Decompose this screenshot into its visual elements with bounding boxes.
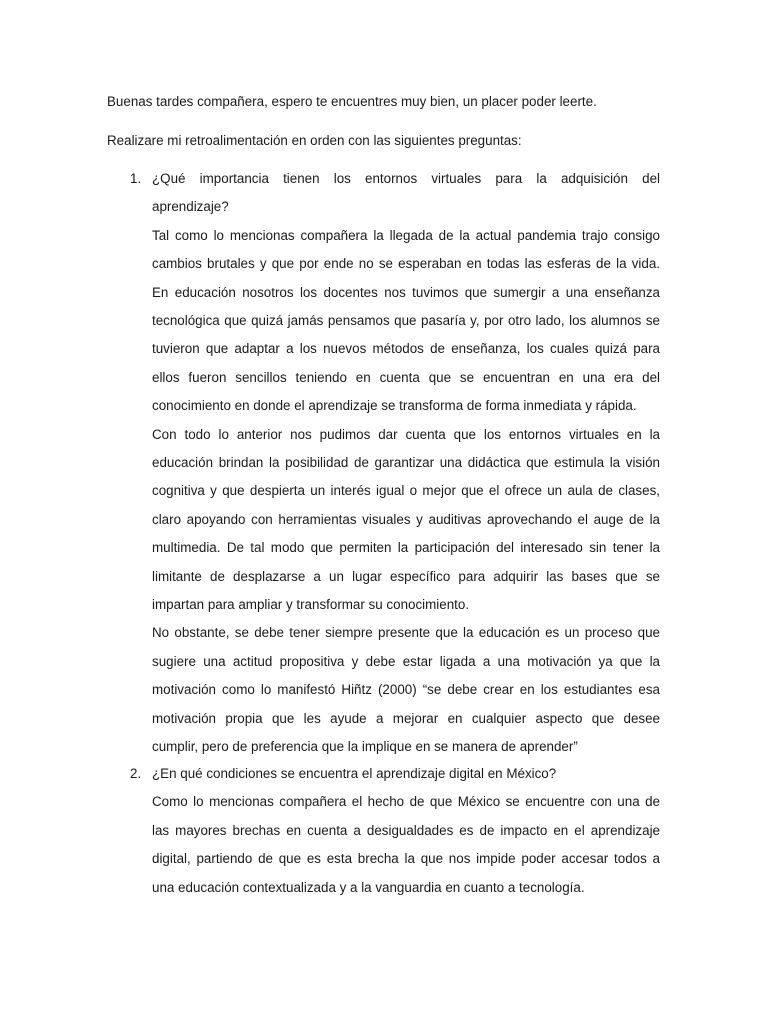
paragraph-line: Tal como lo mencionas compañera la llegada de la actual pandemia trajo consigo	[152, 227, 660, 243]
paragraph-line: tuvieron que adaptar a los nuevos métodos de enseñanza, los cuales quizá para	[152, 341, 660, 357]
paragraph-line: ellos fueron sencillos teniendo en cuenta que se encuentran en una era del	[152, 369, 660, 385]
paragraph-line: No obstante, se debe tener siempre presente que la educación es un proceso que	[152, 625, 660, 641]
paragraph-line: educación brindan la posibilidad de garantizar una didáctica que estimula la visión	[152, 455, 660, 470]
paragraph-line: una educación contextualizada y a la vanguardia en cuanto a tecnología.	[152, 879, 585, 895]
question-line: aprendizaje?	[152, 199, 229, 215]
intro-text: Realizare mi retroalimentación en orden con las siguientes preguntas:	[107, 133, 522, 148]
paragraph-line: sugiere una actitud propositiva y debe estar ligada a una motivación ya que la	[152, 653, 660, 669]
paragraph-line: cambios brutales y que por ende no se esperaban en todas las esferas de la vida.	[152, 256, 660, 272]
paragraph-line: tecnológica que quizá jamás pensamos que pasaría y, por otro lado, los alumnos se	[152, 313, 660, 328]
greeting-text: Buenas tardes compañera, espero te encuentres muy bien, un placer poder leerte.	[107, 94, 597, 109]
paragraph-line: multimedia. De tal modo que permiten la participación del interesado sin tener la	[152, 540, 660, 556]
paragraph-line: las mayores brechas en cuenta a desigualdades es de impacto en el aprendizaje	[152, 822, 660, 838]
paragraph-line: impartan para ampliar y transformar su conocimiento.	[152, 597, 470, 612]
paragraph-line: claro apoyando con herramientas visuales y auditivas aprovechando el auge de la	[152, 511, 660, 527]
paragraph-line: cumplir, pero de preferencia que la implique en se manera de aprender”	[152, 739, 578, 754]
paragraph-line: motivación propia que les ayude a mejorar en cualquier aspecto que desee	[152, 710, 660, 726]
paragraph-line: Como lo mencionas compañera el hecho de que México se encuentre con una de	[152, 794, 660, 810]
paragraph-line: En educación nosotros los docentes nos tuvimos que sumergir a una enseñanza	[152, 284, 660, 300]
paragraph-line: limitante de desplazarse a un lugar específico para adquirir las bases que se	[152, 568, 660, 584]
paragraph-line: conocimiento en donde el aprendizaje se transforma de forma inmediata y rápida.	[152, 398, 637, 414]
paragraph-line: motivación como lo manifestó Hiñtz (2000) “se debe crear en los estudiantes esa	[152, 682, 660, 698]
question-line: ¿En qué condiciones se encuentra el aprendizaje digital en México?	[152, 766, 557, 781]
paragraph-line: Con todo lo anterior nos pudimos dar cuenta que los entornos virtuales en la	[152, 426, 660, 442]
paragraph-line: cognitiva y que despierta un interés igual o mejor que el ofrece un aula de clases,	[152, 483, 660, 499]
list-number: 1.	[130, 171, 142, 186]
list-number: 2.	[130, 766, 142, 781]
question-line: ¿Qué importancia tienen los entornos virtuales para la adquisición del	[152, 171, 660, 186]
paragraph-line: digital, partiendo de que es esta brecha la que nos impide poder accesar todos a	[152, 851, 660, 867]
